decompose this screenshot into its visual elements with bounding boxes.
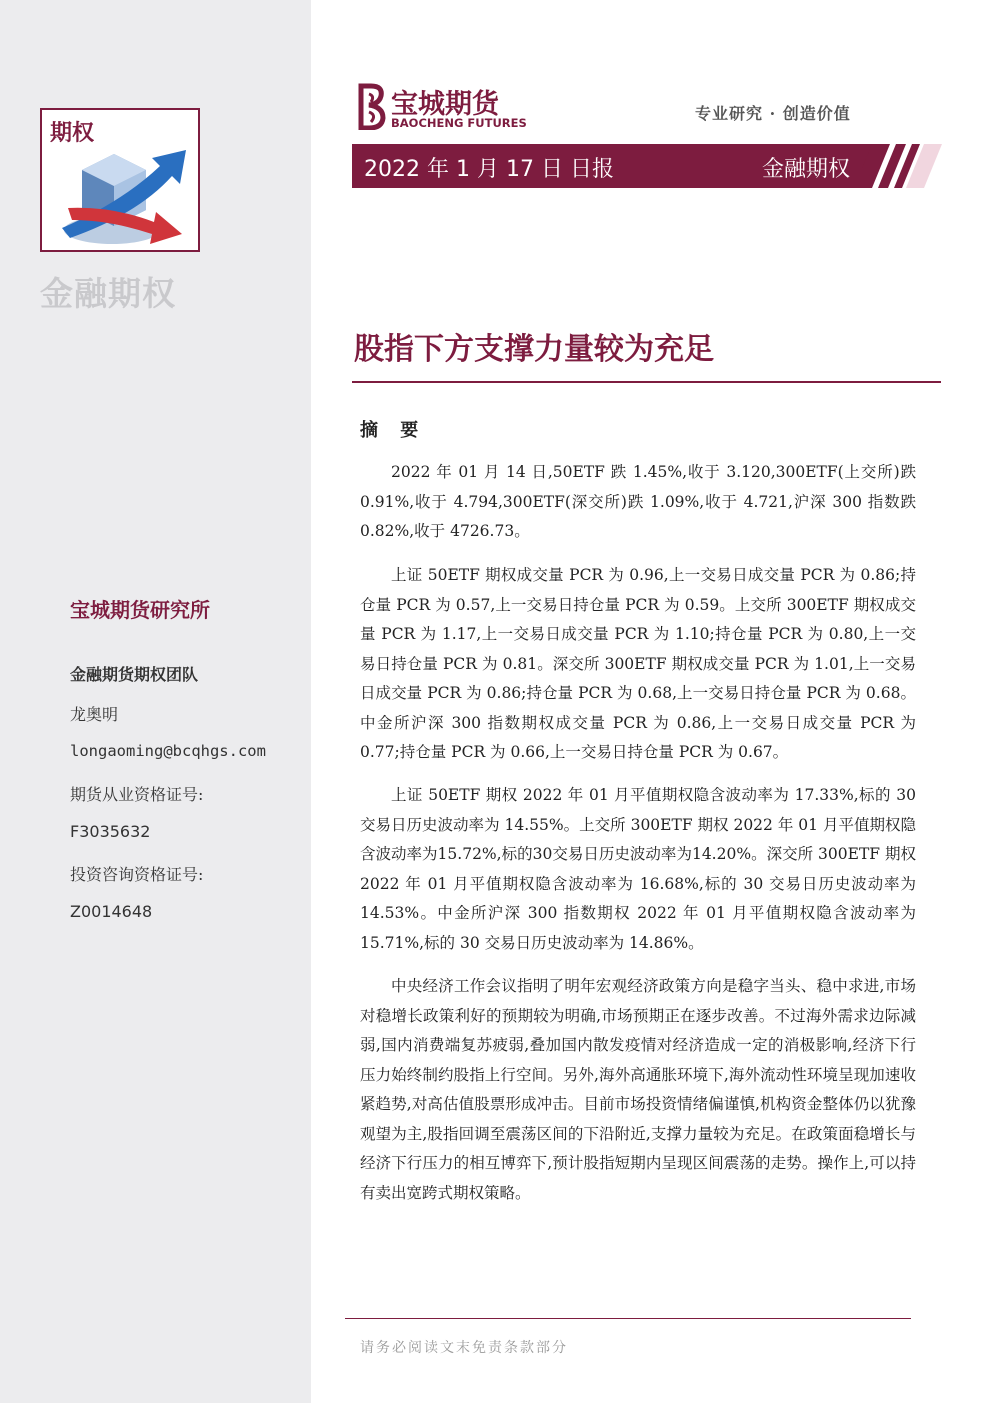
institute-name: 宝城期货研究所 bbox=[70, 598, 210, 622]
footer-divider bbox=[345, 1318, 911, 1319]
invest-cert-label: 投资咨询资格证号: bbox=[70, 865, 204, 884]
report-date: 2022 年 1 月 17 日 日报 bbox=[364, 157, 614, 182]
analyst-email[interactable]: longaoming@bcqhgs.com bbox=[70, 742, 266, 760]
futures-cert-number: F3035632 bbox=[70, 822, 151, 841]
title-divider bbox=[352, 381, 941, 383]
footer-disclaimer: 请务必阅读文末免责条款部分 bbox=[360, 1340, 568, 1356]
abstract-paragraph-3: 上证 50ETF 期权 2022 年 01 月平值期权隐含波动率为 17.33%,标的 30 交易日历史波动率为 14.55%。上交所 300ETF 期权 2022 年 01 月平值期权隐含波动率为15.72%,标的30交易日历史波动率为14.20%。深交所 300ETF 期权 2022 年 01 月平值期权隐含波动率为 16.68%,标的 30 交易日历史波动率为 14.53%。中金所沪深 300 指数期权 2022 年 01 月平值期权隐含波动率为 15.71%,标的 30 交易日历史波动率为 14.86%。 bbox=[360, 786, 916, 952]
brand-name-cn: 宝城期货 bbox=[391, 89, 499, 120]
report-category: 金融期权 bbox=[761, 157, 850, 182]
analyst-name: 龙奥明 bbox=[70, 705, 119, 724]
abstract-paragraph-1: 2022 年 01 月 14 日,50ETF 跌 1.45%,收于 3.120,300ETF(上交所)跌 0.91%,收于 4.794,300ETF(深交所)跌 1.09%,收于 4.721,沪深 300 指数跌 0.82%,收于 4726.73。 bbox=[360, 463, 916, 540]
logo-label: 期权 bbox=[50, 121, 95, 146]
slogan: 专业研究 · 创造价值 bbox=[695, 104, 851, 123]
abstract-paragraph-2: 上证 50ETF 期权成交量 PCR 为 0.96,上一交易日成交量 PCR 为 0.86;持仓量 PCR 为 0.57,上一交易日持仓量 PCR 为 0.59。上交所 300ETF 期权成交量 PCR 为 1.17,上一交易日成交量 PCR 为 1.10;持仓量 PCR 为 0.80,上一交易日持仓量 PCR 为 0.81。深交所 300ETF 期权成交量 PCR 为 1.01,上一交易日成交量 PCR 为 0.86;持仓量 PCR 为 0.68,上一交易日持仓量 PCR 为 0.68。中金所沪深 300 指数期权成交量 PCR 为 0.86,上一交易日成交量 PCR 为 0.77;持仓量 PCR 为 0.66,上一交易日持仓量 PCR 为 0.67。 bbox=[360, 566, 916, 761]
futures-cert-label: 期货从业资格证号: bbox=[70, 785, 204, 804]
baocheng-logo-icon bbox=[357, 82, 387, 130]
abstract-paragraph-4: 中央经济工作会议指明了明年宏观经济政策方向是稳字当头、稳中求进,市场对稳增长政策利好的预期较为明确,市场预期正在逐步改善。不过海外需求边际减弱,国内消费端复苏疲弱,叠加国内散发疫情对经济造成一定的消极影响,经济下行压力始终制约股指上行空间。另外,海外高通胀环境下,海外流动性环境呈现加速收紧趋势,对高估值股票形成冲击。目前市场投资情绪偏谨慎,机构资金整体仍以犹豫观望为主,股指回调至震荡区间的下沿附近,支撑力量较为充足。在政策面稳增长与经济下行压力的相互博弈下,预计股指短期内呈现区间震荡的走势。操作上,可以持有卖出宽跨式期权策略。 bbox=[360, 977, 916, 1202]
report-title: 股指下方支撑力量较为充足 bbox=[354, 332, 714, 367]
banner-stripes-decoration bbox=[862, 144, 942, 188]
options-logo bbox=[40, 108, 200, 252]
team-name: 金融期货期权团队 bbox=[70, 665, 199, 684]
brand-logo bbox=[357, 82, 527, 134]
invest-cert-number: Z0014648 bbox=[70, 902, 153, 921]
brand-name-en: BAOCHENG FUTURES bbox=[391, 116, 527, 130]
abstract-heading: 摘 要 bbox=[360, 420, 427, 441]
sidebar-category: 金融期权 bbox=[40, 274, 176, 313]
sidebar bbox=[0, 0, 311, 1403]
date-banner bbox=[352, 144, 872, 188]
